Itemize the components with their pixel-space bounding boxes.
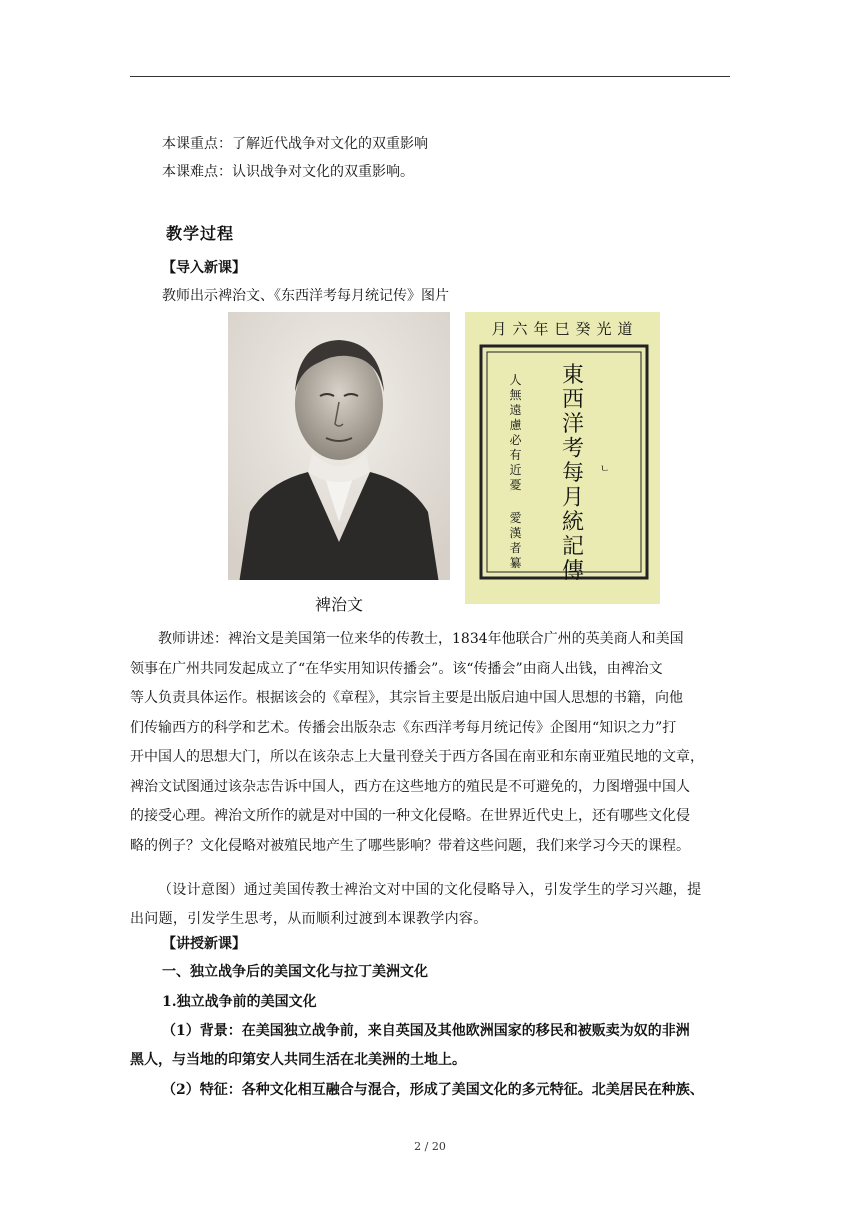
narration-line: 裨治文试图通过该杂志告诉中国人，西方在这些地方的殖民是不可避免的，力图增强中国人	[130, 778, 690, 795]
portrait-image	[228, 312, 450, 590]
portrait-figure	[228, 312, 450, 618]
cover-author: 愛漢者纂	[509, 511, 525, 570]
sub1-heading: 1.独立战争前的美国文化	[162, 994, 317, 1010]
narration-line: 等人负责具体运作。根据该会的《章程》，其宗旨主要是出版启迪中国人思想的书籍，向他	[130, 690, 683, 706]
narration-line: 们传输西方的科学和艺术。传播会出版杂志《东西洋考每月统记传》企图用“知识之力”打	[130, 719, 677, 736]
cover-mark: ㄴ	[600, 464, 610, 475]
background-line-2: 黑人，与当地的印第安人共同生活在北美洲的土地上。	[130, 1052, 466, 1068]
narration-line: 教师讲述：裨治文是美国第一位来华的传教士，1834年他联合广州的英美商人和美国	[158, 631, 684, 647]
narration-paragraph	[130, 625, 734, 861]
intro-heading: 【导入新课】	[162, 260, 246, 276]
design-intent-line: （设计意图）通过美国传教士裨治文对中国的文化侵略导入，引发学生的学习兴趣，提	[158, 882, 702, 898]
portrait-engraving	[228, 312, 450, 590]
portrait-caption: 裨治文	[314, 595, 363, 614]
narration-line: 的接受心理。裨治文所作的就是对中国的一种文化侵略。在世界近代史上，还有哪些文化侵	[130, 808, 690, 824]
section1-heading: 一、独立战争后的美国文化与拉丁美洲文化	[162, 964, 428, 980]
new-lesson-heading: 【讲授新课】	[162, 936, 246, 952]
design-intent	[130, 876, 734, 934]
narration-line: 略的例子？文化侵略对被殖民地产生了哪些影响？带着这些问题，我们来学习今天的课程。	[130, 837, 690, 854]
cover-top-line: 月六年巳癸光道	[491, 320, 639, 338]
magazine-cover	[465, 312, 660, 604]
header-rule	[130, 76, 730, 77]
page-number: 2 / 20	[414, 1140, 446, 1153]
intro-instruction: 教师出示裨治文、《东西洋考每月统记传》图片	[162, 288, 449, 304]
key-point: 本课重点：了解近代战争对文化的双重影响	[162, 136, 428, 152]
cover-title: 東西洋考每月統記傳	[561, 363, 589, 584]
cover-motto: 人無遠慮必有近憂	[509, 373, 525, 492]
design-intent-line: 出问题，引发学生思考，从而顺利过渡到本课教学内容。	[130, 911, 488, 927]
section-heading-process: 教学过程	[166, 224, 235, 243]
narration-line: 开中国人的思想大门，所以在该杂志上大量刊登关于西方各国在南亚和东南亚殖民地的文章，	[130, 749, 704, 765]
feature-line-1: （2）特征：各种文化相互融合与混合，形成了美国文化的多元特征。北美居民在种族、	[162, 1082, 704, 1098]
difficulty-point: 本课难点：认识战争对文化的双重影响。	[162, 164, 414, 180]
narration-line: 领事在广州共同发起成立了“在华实用知识传播会”。该“传播会”由商人出钱，由裨治文	[130, 660, 663, 677]
background-line-1: （1）背景：在美国独立战争前，来自英国及其他欧洲国家的移民和被贩卖为奴的非洲	[162, 1023, 690, 1039]
magazine-cover-art	[465, 312, 660, 604]
